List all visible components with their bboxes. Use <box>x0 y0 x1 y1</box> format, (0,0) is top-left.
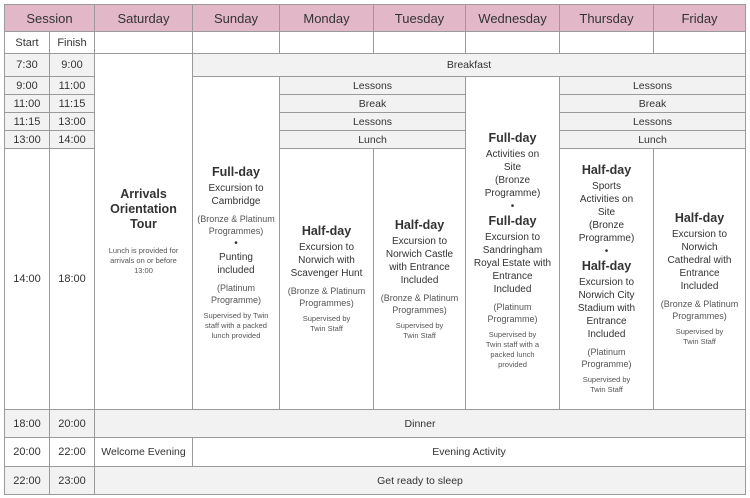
lessons-mon-tue-2: Lessons <box>279 112 466 131</box>
lunch-thu-fri: Lunch <box>559 130 746 149</box>
thursday-prog2: (Platinum Programme) <box>581 347 632 369</box>
break-thu-fri: Break <box>559 94 746 113</box>
header-sunday: Sunday <box>192 4 280 32</box>
monday-note: Supervised by Twin Staff <box>302 314 351 333</box>
bullet-icon: • <box>604 246 609 257</box>
breakfast-row: Breakfast <box>192 53 746 77</box>
time-finish: 22:00 <box>49 437 95 467</box>
time-finish: 18:00 <box>49 148 95 410</box>
header-friday: Friday <box>653 4 746 32</box>
header-saturday: Saturday <box>94 4 193 32</box>
time-finish: 13:00 <box>49 112 95 131</box>
wednesday-title2: Full-day <box>488 213 537 228</box>
time-finish: 11:00 <box>49 76 95 95</box>
thursday-title2: Half-day <box>581 259 632 273</box>
saturday-arrivals <box>94 53 193 410</box>
blank-cell <box>559 31 654 54</box>
monday-title: Half-day <box>301 224 352 238</box>
time-start: 7:30 <box>4 53 50 77</box>
blank-cell <box>653 31 746 54</box>
tuesday-note: Supervised by Twin Staff <box>395 320 444 340</box>
wednesday-desc2: Excursion to Sandringham Royal Estate with Entrance Included <box>473 231 552 295</box>
wednesday-note: Supervised by Twin staff with a packed lunch provided <box>485 329 540 369</box>
header-wednesday: Wednesday <box>465 4 560 32</box>
time-finish: 11:15 <box>49 94 95 113</box>
header-monday: Monday <box>279 4 374 32</box>
header-finish: Finish <box>49 31 95 54</box>
saturday-title: Arrivals Orientation Tour <box>110 187 177 231</box>
sunday-prog: (Bronze & Platinum Programmes) <box>197 214 275 236</box>
header-start: Start <box>4 31 50 54</box>
friday-prog: (Bronze & Platinum Programmes) <box>660 299 739 321</box>
blank-cell <box>465 31 560 54</box>
sleep-row: Get ready to sleep <box>94 466 746 495</box>
thursday-prog: (Bronze Programme) <box>578 220 635 244</box>
header-tuesday: Tuesday <box>373 4 466 32</box>
tuesday-excursion <box>373 148 466 410</box>
time-start: 13:00 <box>4 130 50 149</box>
time-finish: 20:00 <box>49 409 95 438</box>
time-start: 11:00 <box>4 94 50 113</box>
lessons-thu-fri: Lessons <box>559 76 746 95</box>
time-start: 18:00 <box>4 409 50 438</box>
friday-desc: Excursion to Norwich Cathedral with Entrance Included <box>667 229 732 292</box>
tuesday-desc: Excursion to Norwich Castle with Entrance Included <box>385 235 454 286</box>
blank-cell <box>373 31 466 54</box>
time-start: 14:00 <box>4 148 50 410</box>
thursday-excursion <box>559 148 654 410</box>
blank-cell <box>279 31 374 54</box>
time-finish: 23:00 <box>49 466 95 495</box>
sunday-excursion <box>192 76 280 410</box>
lunch-mon-tue: Lunch <box>279 130 466 149</box>
wednesday-title: Full-day <box>488 130 537 145</box>
time-start: 9:00 <box>4 76 50 95</box>
thursday-desc: Sports Activities on Site <box>579 181 634 218</box>
dinner-row: Dinner <box>94 409 746 438</box>
time-finish: 14:00 <box>49 130 95 149</box>
bullet-icon: • <box>234 238 238 249</box>
time-finish: 9:00 <box>49 53 95 77</box>
lessons-mon-tue: Lessons <box>279 76 466 95</box>
tuesday-title: Half-day <box>394 217 445 232</box>
break-mon-tue: Break <box>279 94 466 113</box>
thursday-note: Supervised by Twin Staff <box>582 375 631 394</box>
friday-note: Supervised by Twin Staff <box>675 327 724 346</box>
thursday-title: Half-day <box>581 163 632 177</box>
sunday-prog2: (Platinum Programme) <box>210 283 261 305</box>
saturday-note: Lunch is provided for arrivals on or before 13:00 <box>108 246 179 275</box>
friday-title: Half-day <box>674 211 725 225</box>
sunday-title: Full-day <box>212 165 260 179</box>
sunday-desc: Excursion to Cambridge <box>208 183 264 207</box>
monday-prog: (Bronze & Platinum Programmes) <box>287 286 366 308</box>
header-session: Session <box>4 4 95 32</box>
time-start: 22:00 <box>4 466 50 495</box>
monday-excursion <box>279 148 374 410</box>
wednesday-desc: Activities on Site <box>485 148 540 173</box>
wednesday-prog2: (Platinum Programme) <box>487 301 538 324</box>
welcome-evening: Welcome Evening <box>94 437 193 467</box>
wednesday-excursion <box>465 76 560 410</box>
blank-cell <box>94 31 193 54</box>
sunday-note: Supervised by Twin staff with a packed lunch provided <box>203 311 269 340</box>
friday-excursion <box>653 148 746 410</box>
bullet-icon: • <box>510 200 515 212</box>
tuesday-prog: (Bronze & Platinum Programmes) <box>380 292 459 315</box>
time-start: 11:15 <box>4 112 50 131</box>
evening-activity-row: Evening Activity <box>192 437 746 467</box>
thursday-desc2: Excursion to Norwich City Stadium with Entrance Included <box>577 277 636 340</box>
sunday-desc2: Punting included <box>217 252 255 276</box>
monday-desc: Excursion to Norwich with Scavenger Hunt <box>290 242 363 279</box>
time-start: 20:00 <box>4 437 50 467</box>
header-thursday: Thursday <box>559 4 654 32</box>
lessons-thu-fri-2: Lessons <box>559 112 746 131</box>
blank-cell <box>192 31 280 54</box>
wednesday-prog: (Bronze Programme) <box>484 174 541 199</box>
